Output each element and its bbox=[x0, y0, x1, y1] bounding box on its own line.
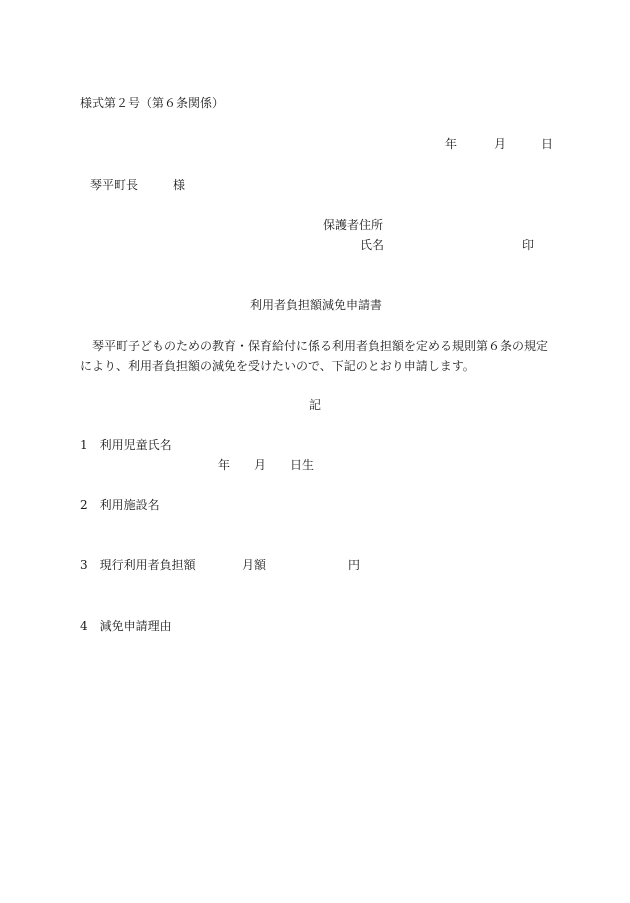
item-reduction-reason-label: 4 減免申請理由 bbox=[80, 619, 172, 633]
form-number: 様式第２号（第６条関係） bbox=[80, 96, 225, 110]
date-month-label: 月 bbox=[494, 137, 507, 151]
date-year-label: 年 bbox=[445, 137, 458, 151]
item-facility-name-label: 2 利用施設名 bbox=[80, 498, 160, 512]
application-statement: 琴平町子どものための教育・保育給付に係る利用者負担額を定める規則第６条の規定により、利用者負担額の減免を受けたいので、下記のとおり申請します。 bbox=[80, 339, 549, 373]
addressee: 琴平町長 bbox=[90, 178, 139, 192]
guardian-name-label: 氏名 bbox=[360, 238, 385, 252]
guardian-address-label: 保護者住所 bbox=[323, 218, 384, 232]
item-current-fee-label: 3 現行利用者負担額 bbox=[80, 558, 196, 572]
birth-year-label: 年 bbox=[218, 458, 231, 472]
birth-month-label: 月 bbox=[254, 458, 267, 472]
addressee-honorific: 様 bbox=[173, 178, 186, 192]
date-day-label: 日 bbox=[541, 137, 554, 151]
monthly-amount-label: 月額 bbox=[242, 558, 267, 572]
item-child-name-label: 1 利用児童氏名 bbox=[80, 438, 172, 452]
yen-label: 円 bbox=[348, 558, 361, 572]
document-title: 利用者負担額減免申請書 bbox=[250, 298, 383, 312]
seal-label: 印 bbox=[522, 238, 535, 252]
ki-heading: 記 bbox=[309, 398, 322, 412]
birth-day-label: 日生 bbox=[290, 458, 315, 472]
